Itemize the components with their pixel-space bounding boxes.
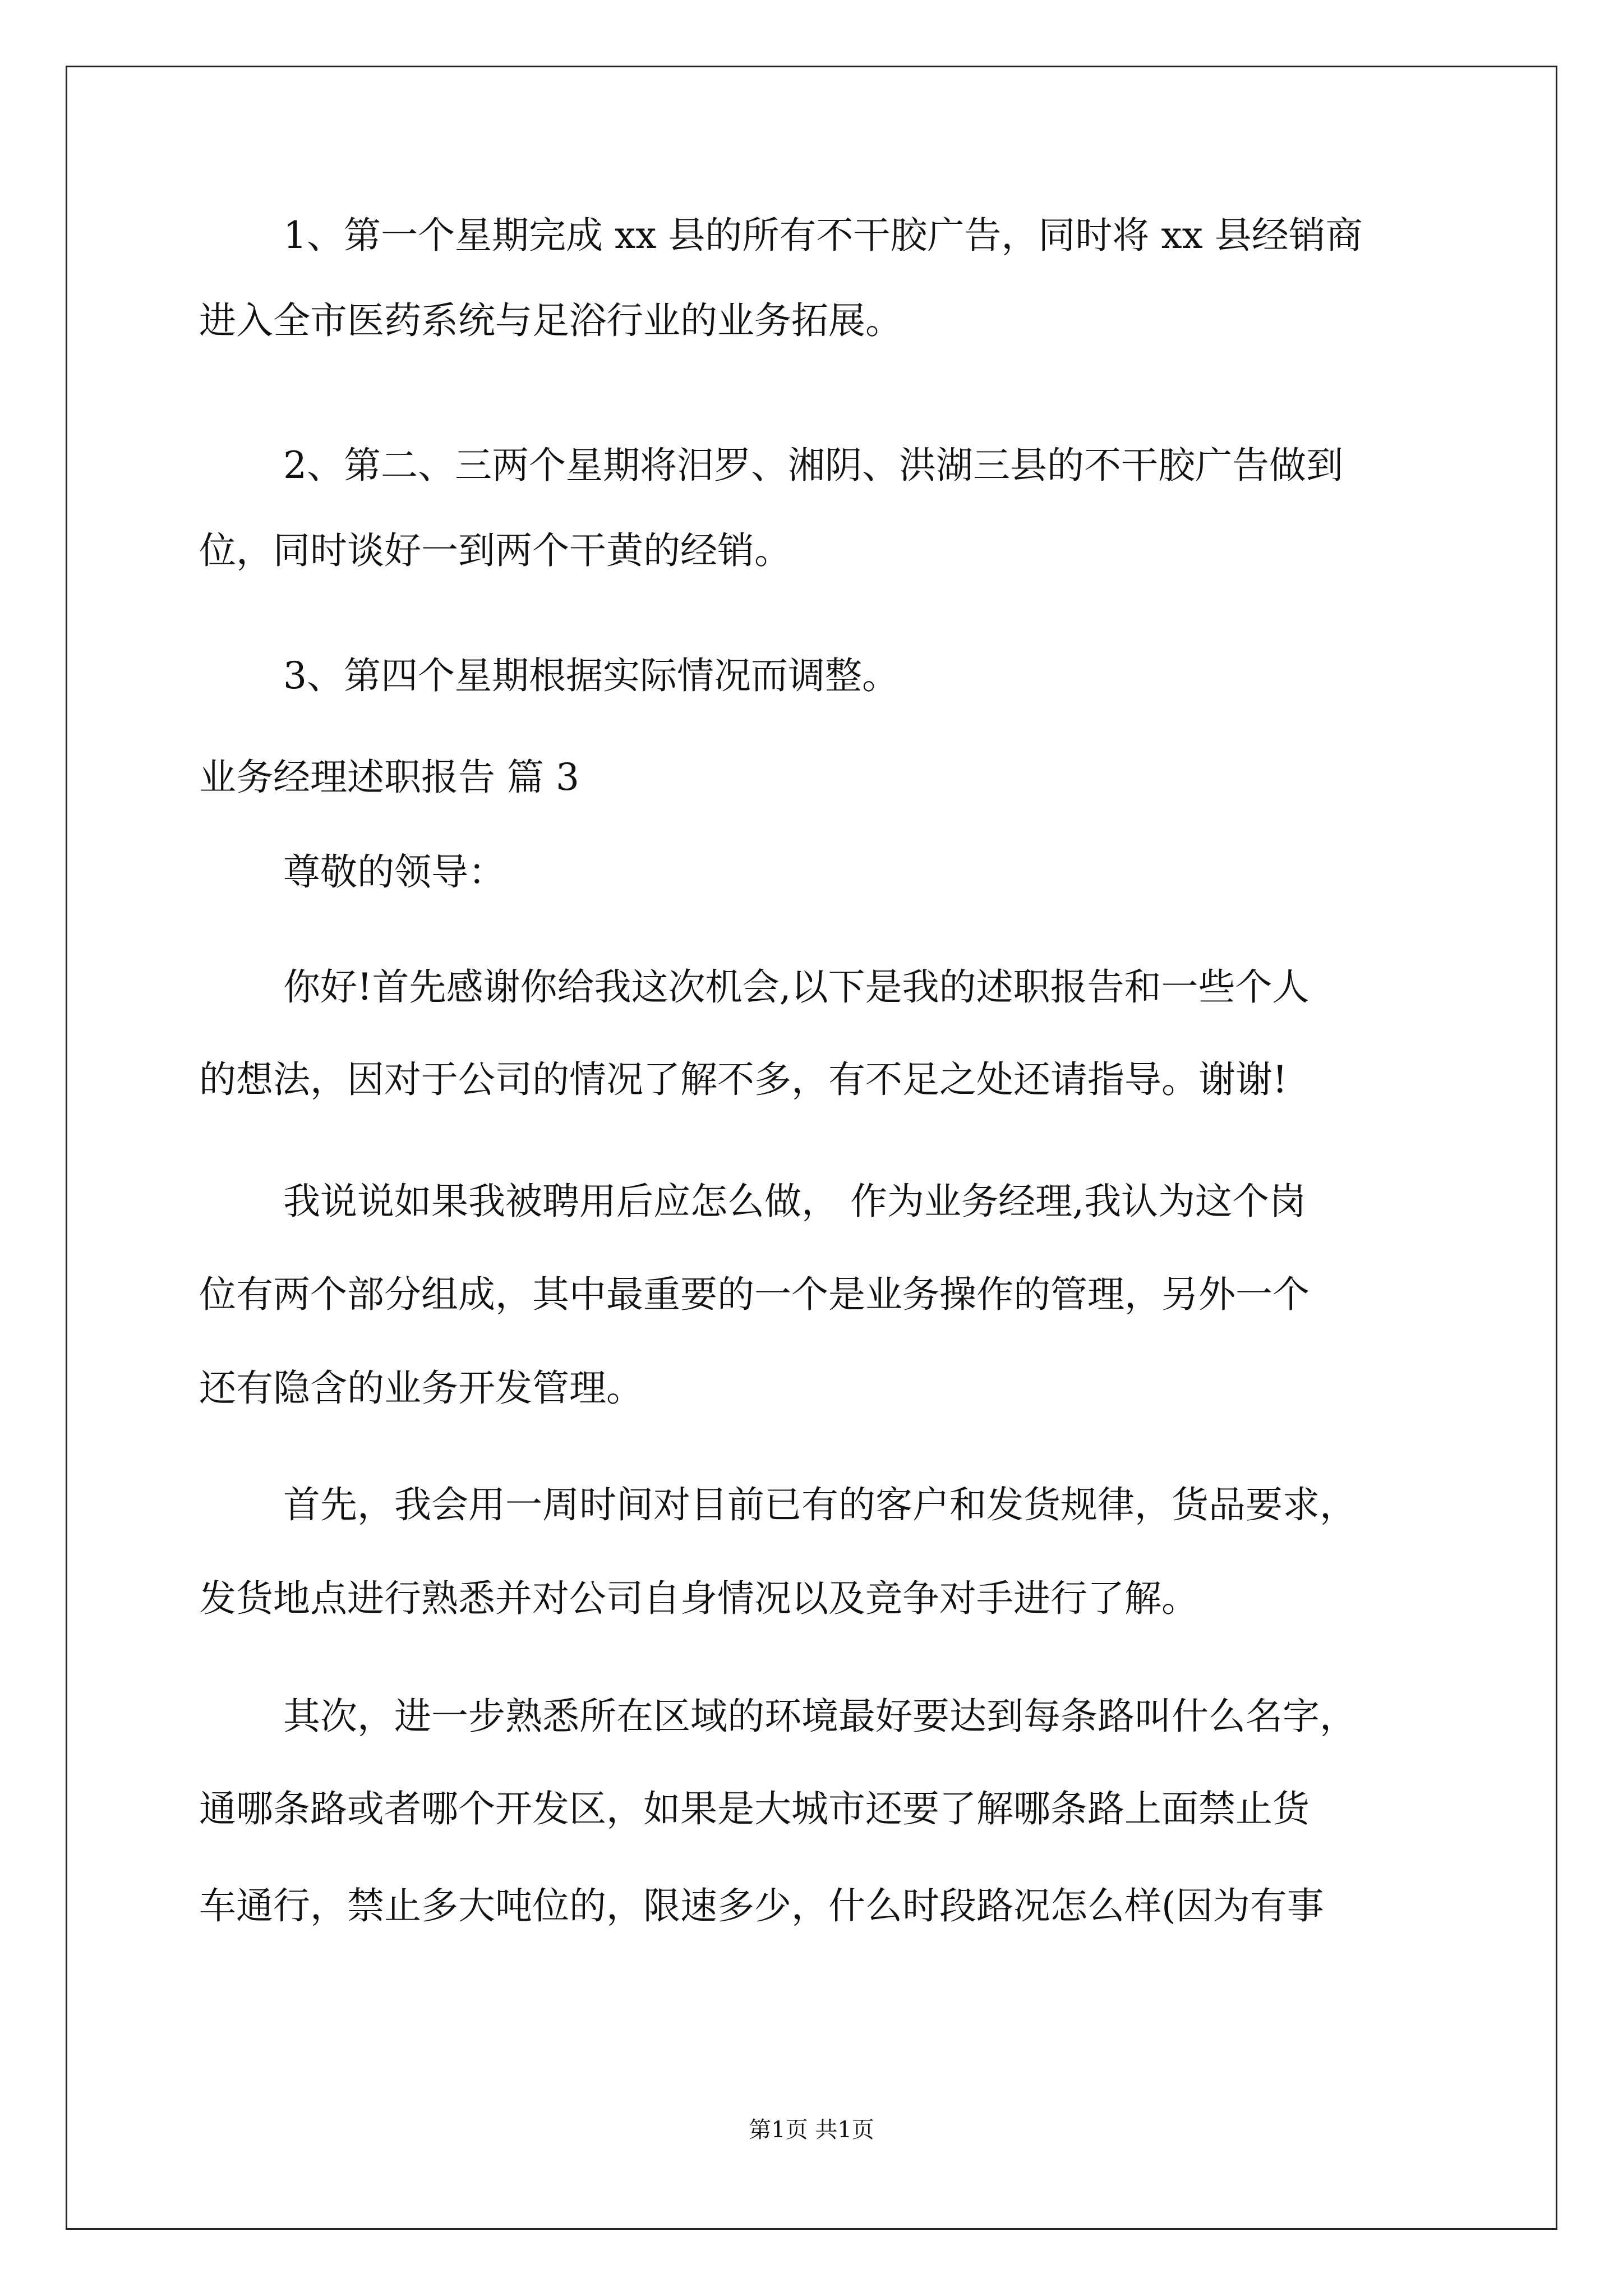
text-line: 我说说如果我被聘用后应怎么做， 作为业务经理,我认为这个岗: [283, 1180, 1306, 1223]
text-line: 的想法，因对于公司的情况了解不多，有不足之处还请指导。谢谢!: [199, 1058, 1288, 1101]
text-line: 发货地点进行熟悉并对公司自身情况以及竞争对手进行了解。: [199, 1577, 1198, 1620]
section-heading: 业务经理述职报告 篇 3: [199, 756, 579, 799]
text-line: 其次，进一步熟悉所在区域的环境最好要达到每条路叫什么名字，: [283, 1695, 1357, 1738]
text-line: 首先，我会用一周时间对目前已有的客户和发货规律，货品要求，: [283, 1483, 1357, 1526]
text-line: 还有隐含的业务开发管理。: [199, 1366, 643, 1410]
text-line: 车通行，禁止多大吨位的，限速多少，什么时段路况怎么样(因为有事: [199, 1884, 1324, 1927]
text-line: 你好!首先感谢你给我这次机会,以下是我的述职报告和一些个人: [283, 965, 1310, 1009]
text-line: 通哪条路或者哪个开发区，如果是大城市还要了解哪条路上面禁止货: [199, 1787, 1310, 1830]
salutation: 尊敬的领导：: [283, 850, 505, 894]
text-line: 位有两个部分组成，其中最重要的一个是业务操作的管理，另外一个: [199, 1273, 1310, 1316]
text-line: 位，同时谈好一到两个干黄的经销。: [199, 529, 791, 572]
text-line: 进入全市医药系统与足浴行业的业务拓展。: [199, 299, 902, 342]
text-line: 1、第一个星期完成 xx 县的所有不干胶广告，同时将 xx 县经销商: [283, 214, 1363, 257]
page-number-footer: 第1页 共1页: [749, 2117, 874, 2143]
text-line: 2、第二、三两个星期将汨罗、湘阴、洪湖三县的不干胶广告做到: [283, 444, 1343, 487]
text-line: 3、第四个星期根据实际情况而调整。: [283, 654, 899, 697]
